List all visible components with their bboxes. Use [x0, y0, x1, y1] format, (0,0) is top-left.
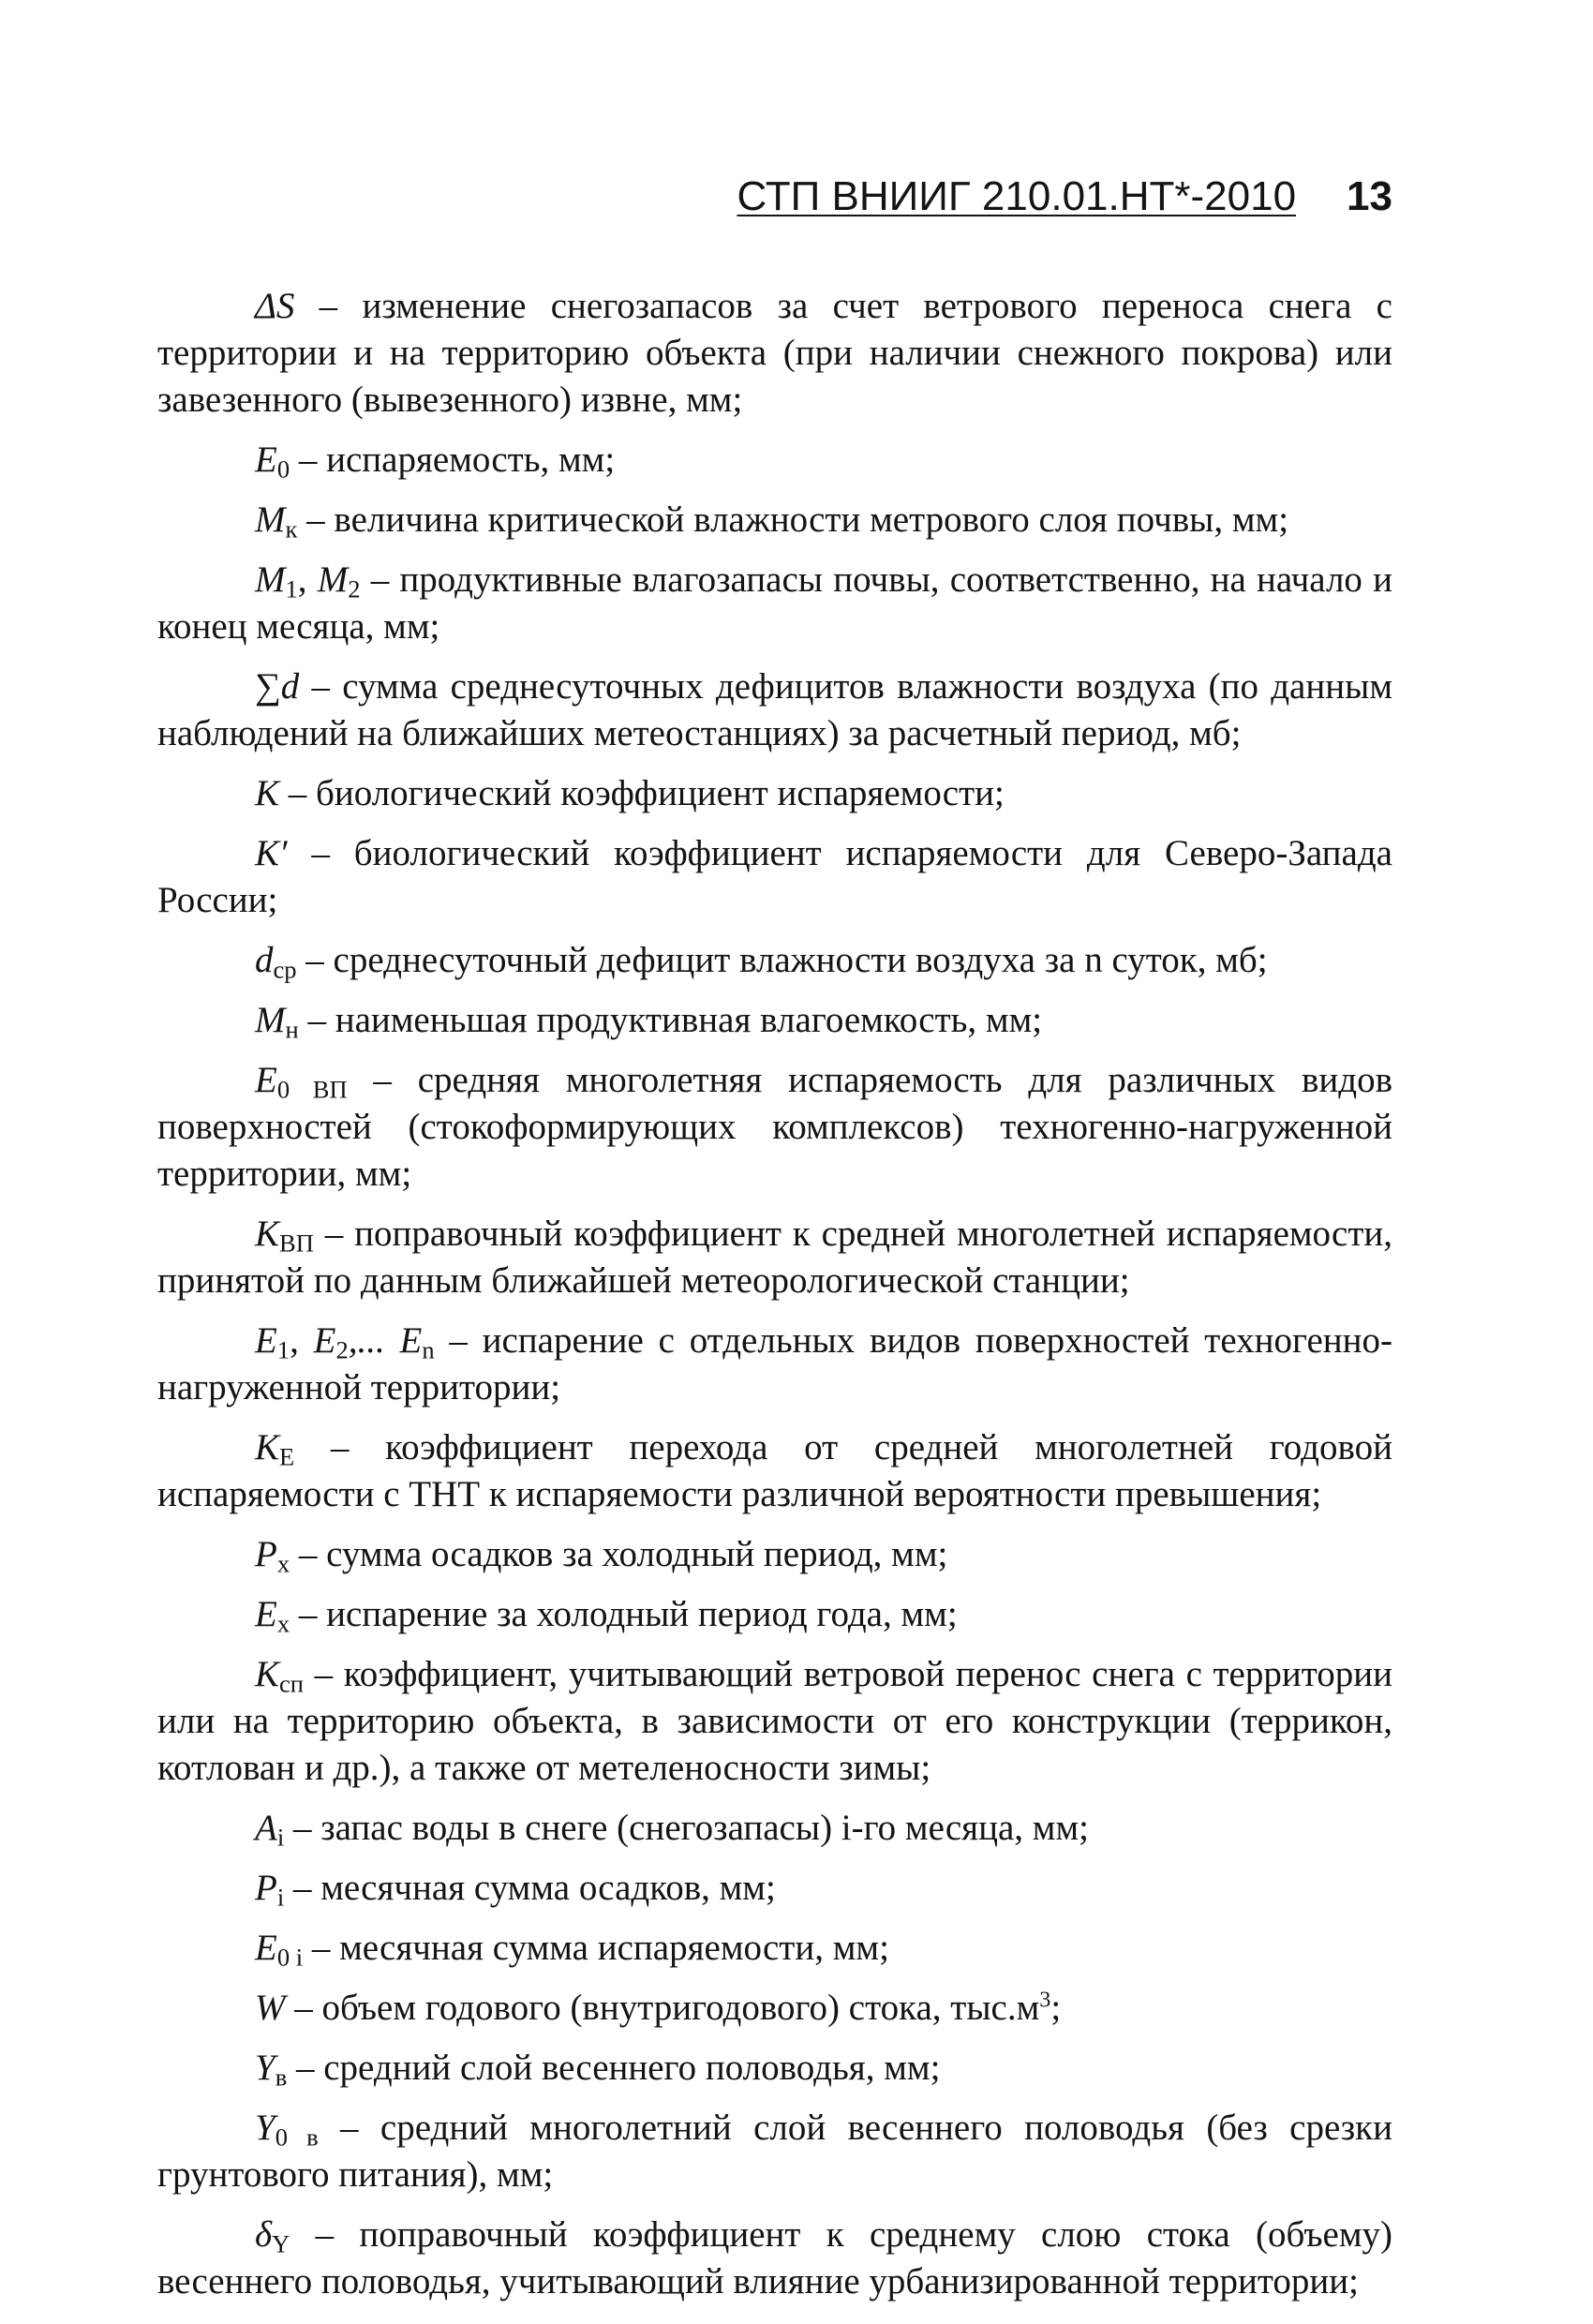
definition-entry	[157, 1591, 1392, 1638]
symbol: K′	[255, 833, 288, 873]
definition-text: – запас воды в снеге (снегозапасы) i-го месяца, мм;	[284, 1808, 1089, 1848]
definition-text: – наименьшая продуктивная влагоемкость, мм;	[298, 1000, 1043, 1040]
page-number: 13	[1347, 173, 1392, 219]
symbol-subscript: x	[276, 1549, 290, 1578]
symbol: $K_{ВП}$	[255, 1214, 314, 1258]
definition-entry: $E_1$, $E_2$,... $E_n$ – испарение с отдельных видов поверхностей техногенно-нагруженной территории;	[157, 1320, 1393, 1408]
definition-text: – продуктивные влагозапасы почвы, соответственно, на начало и конец месяца, мм;	[157, 559, 1392, 647]
symbol-subscript: к	[285, 514, 298, 544]
symbol-subscript: 0 i	[276, 1943, 304, 1972]
symbol-subscript: n	[422, 1335, 435, 1364]
symbol: $E_1$	[255, 1320, 290, 1364]
definition-text: – поправочный коэффициент к среднему слою стока (объему) весеннего половодья, учитывающий влияние урбанизированной территории;	[157, 2214, 1392, 2302]
definition-entry: $M_1$, $M_2$ – продуктивные влагозапасы почвы, соответственно, на начало и конец месяца, мм;	[157, 559, 1392, 647]
definition-entry	[157, 437, 1392, 484]
symbol: $M_н$	[255, 1000, 299, 1044]
symbol: $M_к$	[255, 499, 298, 544]
symbol-subscript: 1	[285, 574, 298, 603]
definition-entry: W – объем годового (внутригодового) стока, $тыс.м^3$;	[255, 1987, 1062, 2028]
symbol-subscript: н	[285, 1015, 299, 1044]
definition-text: – испаряемость, мм;	[290, 439, 616, 480]
symbol-subscript: ср	[273, 955, 297, 984]
definition-text: – средняя многолетняя испаряемость для различных видов поверхностей (стокоформирующих комплексов) техногенно-нагруженной территории, мм;	[157, 1060, 1392, 1194]
definition-text: – средний многолетний слой весеннего половодья (без срезки грунтового питания), мм;	[157, 2108, 1392, 2195]
definition-entry	[157, 1211, 1392, 1304]
definition-text: – величина критической влажности метрового слоя почвы, мм;	[297, 499, 1289, 540]
definition-text: – биологический коэффициент испаряемости для Северо-Запада России;	[157, 833, 1392, 920]
superscript: 3	[1039, 1987, 1051, 2013]
definition-entry	[157, 2212, 1392, 2305]
definition-entry	[157, 1865, 1392, 1912]
symbol-subscript: Y	[272, 2229, 290, 2258]
symbol: $Y_{0 в}$	[255, 2108, 319, 2152]
definition-text: – коэффициент перехода от средней многолетней годовой испаряемости с ТНТ к испаряемости различной вероятности превышения;	[157, 1427, 1392, 1514]
symbol: W	[255, 1988, 286, 2028]
symbol: $M_1$	[255, 559, 298, 603]
definition-entry	[157, 1651, 1392, 1792]
definition-text: – средний слой весеннего половодья, мм;	[287, 2048, 941, 2088]
symbol-subscript: 0	[276, 454, 290, 484]
definition-text: – испарение за холодный период года, мм;	[290, 1594, 958, 1634]
symbol-subscript: 2	[348, 574, 361, 603]
symbol-definitions	[157, 283, 1392, 2318]
definition-entry	[157, 497, 1392, 544]
symbol-subscript: в	[275, 2063, 288, 2092]
definition-text: – изменение снегозапасов за счет ветрового переноса снега с территории и на территорию объекта (при наличии снежного покрова) или завезенного (вывезенного) извне, мм;	[157, 286, 1392, 420]
symbol-subscript: 2	[335, 1335, 349, 1364]
symbol-subscript: ВП	[279, 1229, 314, 1258]
definition-entry	[157, 1424, 1392, 1518]
symbol: $P_i$	[255, 1868, 285, 1912]
symbol: $E_x$	[255, 1594, 290, 1638]
definition-entry	[157, 1057, 1392, 1198]
definition-text: – месячная сумма испаряемости, мм;	[303, 1928, 889, 1968]
definition-entry	[157, 663, 1392, 757]
symbol-subscript: E	[279, 1442, 295, 1471]
definition-entry	[157, 2105, 1392, 2198]
definition-text: – объем годового (внутригодового) стока, тыс.м	[285, 1988, 1040, 2028]
symbol: ∑d	[255, 666, 300, 707]
definition-text: – биологический коэффициент испаряемости;	[279, 773, 1005, 813]
symbol: $Y_в$	[255, 2048, 288, 2092]
definition-entry	[157, 1531, 1392, 1578]
definition-entry	[157, 1805, 1392, 1852]
page-header	[737, 173, 1392, 219]
symbol: $E_0$	[255, 439, 290, 484]
definition-text: – поправочный коэффициент к средней многолетней испаряемости, принятой по данным ближайшей метеорологической станции;	[157, 1214, 1392, 1301]
symbol-subscript: 0 ВП	[276, 1075, 348, 1104]
definition-entry	[157, 2045, 1392, 2092]
definition-text: – сумма осадков за холодный период, мм;	[290, 1534, 948, 1574]
symbol: $E_{0 ВП}$	[255, 1060, 348, 1104]
symbol-subscript: 0 в	[275, 2123, 319, 2152]
symbol: $M_2$	[317, 559, 361, 603]
definition-entry	[157, 1925, 1392, 1972]
definition-entry	[157, 937, 1392, 984]
definition-text: – коэффициент, учитывающий ветровой перенос снега с территории или на территорию объекта, в зависимости от его конструкции (террикон, котлован и др.), а также от метеленосности зимы;	[157, 1654, 1392, 1788]
symbol-subscript: i	[276, 1823, 285, 1852]
definition-text: – сумма среднесуточных дефицитов влажности воздуха (по данным наблюдений на ближайших метеостанциях) за расчетный период, мб;	[157, 666, 1392, 753]
symbol: $\delta_Y$	[255, 2214, 290, 2258]
definition-entry	[157, 283, 1392, 424]
symbol-subscript: сп	[279, 1669, 304, 1698]
symbol-subscript: x	[276, 1609, 290, 1638]
symbol: K	[255, 773, 280, 813]
symbol-subscript: i	[276, 1883, 285, 1912]
definition-entry	[157, 830, 1392, 924]
symbol: $E_2$	[313, 1320, 349, 1364]
symbol: $E_{0 i}$	[255, 1928, 304, 1972]
document-code: СТП ВНИИГ 210.01.НТ*-2010	[737, 173, 1297, 219]
symbol-subscript: 1	[276, 1335, 290, 1364]
symbol: ,... $E_n$	[348, 1320, 435, 1364]
definition-entry	[157, 997, 1392, 1044]
symbol: ΔS	[255, 286, 295, 326]
symbol: $A_i$	[255, 1808, 285, 1852]
definition-text: – испарение с отдельных видов поверхностей техногенно-нагруженной территории;	[157, 1320, 1393, 1408]
definition-text: – месячная сумма осадков, мм;	[284, 1868, 776, 1908]
symbol: $K_{сп}$	[255, 1654, 304, 1698]
symbol: $d_{ср}$	[255, 940, 297, 984]
definition-entry	[157, 770, 1392, 817]
symbol: $K_E$	[255, 1427, 295, 1471]
symbol: $P_x$	[255, 1534, 290, 1578]
definition-text: – среднесуточный дефицит влажности воздуха за n суток, мб;	[296, 940, 1268, 980]
